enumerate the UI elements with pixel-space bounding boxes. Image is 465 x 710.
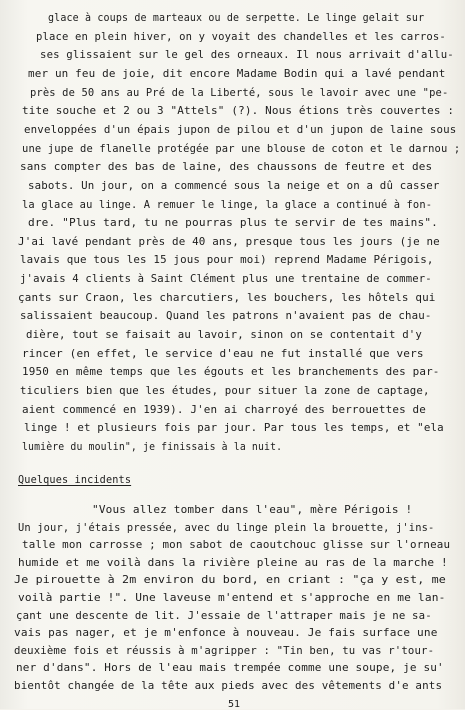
paragraph-2-line: Je pirouette à 2m environ du bord, en criant : "ça y est, me xyxy=(14,575,447,587)
paragraph-2-line: bientôt changée de la tête aux pieds avec des vêtements d'e ants xyxy=(14,681,443,692)
paragraph-1-line: dre. "Plus tard, tu ne pourras plus te servir de tes mains". xyxy=(28,218,439,230)
paragraph-2-line: Un jour, j'étais pressée, avec du linge plein la brouette, j'ins- xyxy=(18,522,435,534)
paragraph-1-line: sabots. Un jour, on a commencé sous la neige et on a dû casser xyxy=(28,180,440,192)
paragraph-1-line: linge ! et plusieurs fois par jour. Par tous les temps, et "ela xyxy=(24,423,444,435)
paragraph-1-line: rincer (en effet, le service d'eau ne fut installé que vers xyxy=(22,348,424,360)
paragraph-1-line: place en plein hiver, on y voyait des chandelles et les carros- xyxy=(36,31,446,43)
paragraph-1-line: ticuliers bien que les études, pour situer la zone de captage, xyxy=(20,386,430,397)
section-heading: Quelques incidents xyxy=(18,475,132,486)
paragraph-1-line: enveloppées d'un épais jupon de pilou et d'un jupon de laine sous xyxy=(24,124,457,136)
paragraph-1-line: 1950 en même temps que les égouts et les branchements des par- xyxy=(22,367,440,379)
paragraph-1-line: lumière du moulin", je finissais à la nuit. xyxy=(22,441,283,453)
paragraph-1-line: dière, tout se faisait au lavoir, sinon on se contentait d'y xyxy=(26,330,423,342)
paragraph-2-line: deuxième fois et réussis à m'agripper : "Tin ben, tu vas r'tour- xyxy=(14,645,435,657)
paragraph-2-line: talle mon carrosse ; mon sabot de caoutchouc glisse sur l'orneau xyxy=(22,540,451,552)
paragraph-1-line: près de 50 ans au Pré de la Liberté, sous le lavoir avec une "pe- xyxy=(30,87,449,99)
paragraph-2-line: voilà partie !". Une laveuse m'entend et s'approche en me lan- xyxy=(18,593,446,604)
paragraph-1-line: mer un feu de joie, dit encore Madame Bodin qui a lavé pendant xyxy=(28,68,446,80)
paragraph-1-line: une jupe de flanelle protégée par une blouse de coton et le darnou ; xyxy=(22,143,461,155)
paragraph-1-line: la glace au linge. A remuer le linge, la glace a continué à fon- xyxy=(22,199,433,211)
paragraph-1-line: aient commencé en 1939). J'en ai charroyé des berrouettes de xyxy=(22,404,427,416)
paragraph-2-line: vais pas nager, et je m'enfonce à nouveau. Je fais surface une xyxy=(14,628,438,640)
paragraph-1-line: çants sur Craon, les charcutiers, les bouchers, les hôtels qui xyxy=(18,292,436,304)
paragraph-1-line: lavais que tous les 15 jous pour moi) reprend Madame Périgois, xyxy=(20,255,434,267)
paragraph-2-line: çant une descente de lit. J'essaie de l'attraper mais je ne sa- xyxy=(16,610,432,622)
page-number: 51 xyxy=(228,699,241,710)
paragraph-1-line: j'avais 4 clients à Saint Clément plus une trentaine de commer- xyxy=(20,274,432,286)
paragraph-2-line: humide et me voilà dans la rivière pleine au ras de la marche ! xyxy=(18,557,448,569)
paragraph-1-line: tite souche et 2 ou 3 "Attels" (?). Nous étions très couvertes : xyxy=(22,106,455,118)
paragraph-1-line: salissaient beaucoup. Quand les patrons n'avaient pas de chau- xyxy=(20,311,432,323)
paragraph-2-line: "Vous allez tomber dans l'eau", mère Périgois ! xyxy=(92,505,413,516)
paragraph-1-line: glace à coups de marteaux ou de serpette. Le linge gelait sur xyxy=(48,13,425,24)
paragraph-1-line: sans compter des bas de laine, des chaussons de feutre et des xyxy=(20,162,433,174)
paragraph-1-line: ses glissaient sur le gel des orneaux. Il nous arrivait d'allu- xyxy=(40,50,454,62)
paragraph-2-line: ner d'dans". Hors de l'eau mais trempée comme une soupe, je su' xyxy=(16,663,444,675)
paragraph-1-line: J'ai lavé pendant près de 40 ans, presque tous les jours (je ne xyxy=(18,236,440,248)
